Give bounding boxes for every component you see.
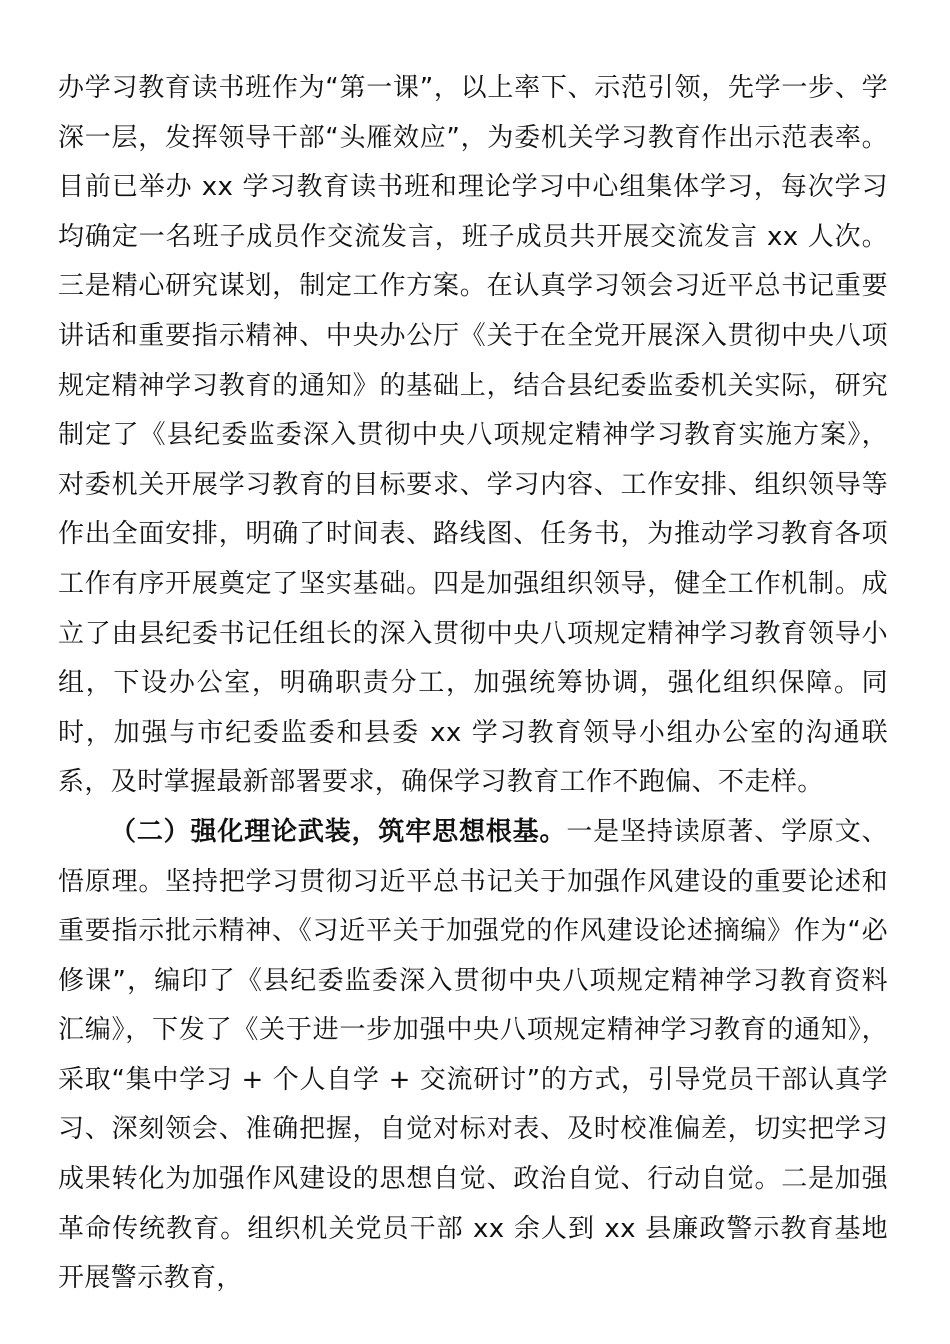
paragraph-section-2 (58, 808, 888, 1304)
section-heading: （二）强化理论武装，筑牢思想根基。 (110, 816, 567, 847)
document-page (58, 64, 888, 1304)
paragraph-text: 办学习教育读书班作为“第一课”，以上率下、示范引领，先学一步、学深一层，发挥领导干部“头雁效应”，为委机关学习教育作出示范表率。目前已举办 xx 学习教育读书班和理论学习中心组集体学习，每次学习均确定一名班子成员作交流发言，班子成员共开展交流发言 xx 人次。三是精心研究谋划，制定工作方案。在认真学习领会习近平总书记重要讲话和重要指示精神、中央办公厅《关于在全党开展深入贯彻中央八项规定精神学习教育的通知》的基础上，结合县纪委监委机关实际，研究制定了《县纪委监委深入贯彻中央八项规定精神学习教育实施方案》，对委机关开展学习教育的目标要求、学习内容、工作安排、组织领导等作出全面安排，明确了时间表、路线图、任务书，为推动学习教育各项工作有序开展奠定了坚实基础。四是加强组织领导，健全工作机制。成立了由县纪委书记任组长的深入贯彻中央八项规定精神学习教育领导小组，下设办公室，明确职责分工，加强统筹协调，强化组织保障。同时，加强与市纪委监委和县委 xx 学习教育领导小组办公室的沟通联系，及时掌握最新部署要求，确保学习教育工作不跑偏、不走样。 (58, 73, 888, 798)
paragraph-continuation (58, 64, 888, 808)
paragraph-text: 一是坚持读原著、学原文、悟原理。坚持把学习贯彻习近平总书记关于加强作风建设的重要论述和重要指示批示精神、《习近平关于加强党的作风建设论述摘编》作为“必修课”，编印了《县纪委监委深入贯彻中央八项规定精神学习教育资料汇编》，下发了《关于进一步加强中央八项规定精神学习教育的通知》，采取“集中学习 + 个人自学 + 交流研讨”的方式，引导党员干部认真学习、深刻领会、准确把握，自觉对标对表、及时校准偏差，切实把学习成果转化为加强作风建设的思想自觉、政治自觉、行动自觉。二是加强革命传统教育。组织机关党员干部 xx 余人到 xx 县廉政警示教育基地开展警示教育， (58, 816, 888, 1294)
